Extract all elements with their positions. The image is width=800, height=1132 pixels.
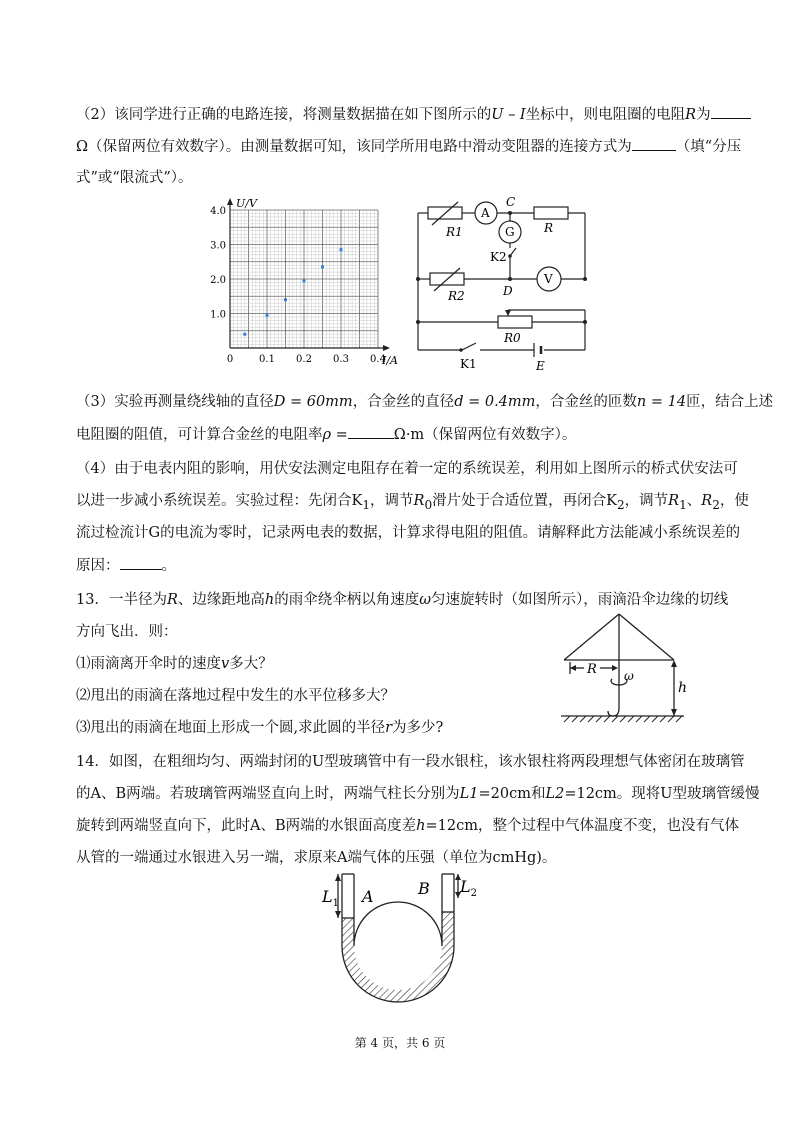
q12-3-line1 xyxy=(76,392,774,412)
q12-4-text: ，调节 xyxy=(370,493,414,509)
q12-3-text: 匝，结合上述 xyxy=(686,394,774,410)
q12-2-line3 xyxy=(76,168,736,188)
r2-symbol: R xyxy=(701,493,713,509)
fig-h-label: h xyxy=(678,680,688,696)
answer-blank[interactable] xyxy=(120,555,162,570)
x-tick-label: 0.1 xyxy=(259,354,275,365)
q13-line1 xyxy=(76,590,736,610)
fig-l1-label: $L_1$ xyxy=(322,887,339,909)
omega-symbol: ω xyxy=(419,592,432,608)
q12-4-text: ，调节 xyxy=(624,493,669,509)
subscript: 1 xyxy=(679,497,687,512)
q12-3-text: 电阻圈的阻值，可计算合金丝的电阻率 xyxy=(76,427,323,443)
q12-3-text: （3）实验再测量绕线轴的直径 xyxy=(76,394,274,410)
d-value: D = 60mm xyxy=(273,394,353,410)
q12-4-text: 、 xyxy=(686,493,702,509)
data-point xyxy=(321,265,324,268)
answer-blank[interactable] xyxy=(632,136,676,151)
data-point xyxy=(340,248,343,251)
ammeter-label: A xyxy=(481,206,490,220)
r2-label: R2 xyxy=(448,289,465,303)
q12-2-line2 xyxy=(76,136,742,157)
q13-text: ⑴雨滴离开伞时的速度 xyxy=(76,656,221,672)
q12-2-text: 式”或“限流式”）。 xyxy=(76,170,193,186)
q14-line4 xyxy=(76,848,736,868)
q12-4-text: 。 xyxy=(161,558,176,574)
subscript: 0 xyxy=(424,497,433,512)
y-tick-label: 4.0 xyxy=(210,206,226,217)
voltmeter-label: V xyxy=(544,272,553,286)
q12-4-line1 xyxy=(76,459,736,479)
y-axis-label: U/V xyxy=(236,197,257,210)
ui-chart xyxy=(200,196,400,376)
q13-text: 匀速旋转时（如图所示），雨滴沿伞边缘的切线 xyxy=(431,592,729,608)
rho-symbol: ρ = xyxy=(322,427,348,443)
q12-4-line4 xyxy=(76,555,736,576)
chart-grid xyxy=(230,210,378,348)
q12-3-text: ，合金丝的匝数 xyxy=(535,394,637,410)
l2-symbol: L2 xyxy=(545,786,565,802)
q12-2-text: 坐标中，则电阻圈的电阻 xyxy=(525,107,686,123)
data-point xyxy=(243,333,246,336)
x-tick-label: 0.3 xyxy=(333,354,349,365)
q12-4-text: 原因： xyxy=(76,558,120,574)
r-symbol: r xyxy=(385,720,393,736)
fig-l2-label: $L_2$ xyxy=(460,877,477,899)
y-tick-label: 2.0 xyxy=(210,275,226,286)
r-symbol: R xyxy=(166,592,178,608)
fig-omega-label: ω xyxy=(624,669,634,683)
q13-text: ⑵甩出的雨滴在落地过程中发生的水平位移多大？ xyxy=(76,688,395,704)
q14-line2 xyxy=(76,784,760,804)
q12-2-text: Ω（保留两位有效数字）。由测量数据可知，该同学所用电路中滑动变阻器的连接方式为 xyxy=(76,139,632,155)
r-resistor xyxy=(534,207,568,219)
n-value: n = 14 xyxy=(636,394,687,410)
h-symbol: h xyxy=(416,818,426,834)
q12-2-text: 为 xyxy=(696,107,711,123)
q12-4-text: ，使 xyxy=(719,493,749,509)
q13-text: 13．一半径为 xyxy=(76,592,167,608)
data-point xyxy=(284,298,287,301)
q12-2-line1 xyxy=(76,104,736,125)
x-tick-label: 0 xyxy=(226,354,234,365)
q14-text: 旋转到两端竖直向下，此时A、B两端的水银面高度差 xyxy=(76,818,417,834)
node-d-label: D xyxy=(503,284,513,298)
q14-text: =20cm和 xyxy=(478,786,546,802)
k1-label: K1 xyxy=(460,357,477,371)
emf-label: E xyxy=(536,359,545,373)
q12-4-text: 滑片处于合适位置，再闭合K xyxy=(432,493,617,509)
y-tick-label: 1.0 xyxy=(210,309,226,321)
q13-text: 方向飞出．则： xyxy=(76,624,178,640)
r0-symbol: R xyxy=(413,493,425,509)
q12-3-text: ，合金丝的直径 xyxy=(352,394,455,410)
galvanometer-label: G xyxy=(505,225,515,239)
ground-hatch xyxy=(564,716,682,722)
y-tick-label: 3.0 xyxy=(210,240,226,252)
q12-4-line3 xyxy=(76,523,741,543)
page-footer: 第 4 页，共 6 页 xyxy=(354,1036,446,1050)
q12-2-text: （填“分压 xyxy=(675,139,742,155)
q14-text: 的A、B两端。若玻璃管两端竖直向上时，两端气柱长分别为 xyxy=(76,786,460,802)
q13-text: ⑶甩出的雨滴在地面上形成一个圆,求此圆的半径 xyxy=(76,720,386,736)
q14-line1 xyxy=(76,752,745,772)
r0-resistor xyxy=(498,316,532,328)
q13-text: 、边缘距地高 xyxy=(177,592,265,608)
data-point xyxy=(303,279,306,282)
fig-a-label: A xyxy=(362,887,374,906)
q12-4-text: （4）由于电表内阻的影响，用伏安法测定电阻存在着一定的系统误差，利用如上图所示的桥式伏安法可 xyxy=(76,461,738,477)
q14-text: =12cm，整个过程中气体温度不变，也没有气体 xyxy=(425,818,739,834)
fig-r-label: R xyxy=(587,662,597,677)
q12-3-line2 xyxy=(76,424,736,445)
q13-text: 多大？ xyxy=(229,656,273,672)
q14-text: 14．如图，在粗细均匀、两端封闭的U型玻璃管中有一段水银柱，该水银柱将两段理想气体密闭在玻璃管 xyxy=(76,754,745,770)
k2-label: K2 xyxy=(490,250,507,264)
umbrella-figure xyxy=(556,612,692,724)
r1-label: R1 xyxy=(446,225,463,239)
q12-4-line2 xyxy=(76,491,749,515)
x-tick-label: 0.4 xyxy=(370,354,386,365)
q12-2-text: （2）该同学进行正确的电路连接，将测量数据描在如下图所示的 xyxy=(76,107,492,123)
answer-blank[interactable] xyxy=(348,424,394,439)
subscript: 2 xyxy=(712,497,720,512)
answer-blank[interactable] xyxy=(711,104,751,119)
ui-symbol: U – I xyxy=(491,107,526,123)
fig-b-label: B xyxy=(418,879,430,898)
q14-text: =12cm。现将U型玻璃管缓慢 xyxy=(564,786,760,802)
r-symbol: R xyxy=(685,107,697,123)
r-label: R xyxy=(544,221,554,235)
q12-4-text: 以进一步减小系统误差。实验过程：先闭合K xyxy=(76,493,363,509)
subscript: 2 xyxy=(616,497,625,512)
r0-label: R0 xyxy=(504,331,521,345)
r1-symbol: R xyxy=(668,493,680,509)
u-tube-figure xyxy=(318,868,478,1016)
v-symbol: v xyxy=(221,656,230,672)
circuit-diagram xyxy=(410,196,595,376)
q12-4-text: 流过检流计G的电流为零时，记录两电表的数据，计算求得电阻的阻值。请解释此方法能减小系统误差的 xyxy=(76,525,741,541)
h-symbol: h xyxy=(264,592,275,608)
x-tick-label: 0.2 xyxy=(296,354,312,365)
q14-text: 从管的一端通过水银进入另一端，求原来A端气体的压强（单位为cmHg)。 xyxy=(76,850,557,866)
q14-line3 xyxy=(76,816,739,836)
chart-axes xyxy=(227,198,390,351)
data-point xyxy=(266,314,269,317)
node-c-label: C xyxy=(506,196,516,209)
subscript: 1 xyxy=(362,497,371,512)
q13-text: 的雨伞绕伞柄以角速度 xyxy=(274,592,420,608)
wire-d-value: d = 0.4mm xyxy=(454,394,536,410)
x-axis-label: I/A xyxy=(382,354,398,367)
q13-text: 为多少? xyxy=(392,720,444,736)
l1-symbol: L1 xyxy=(459,786,479,802)
q12-3-text: Ω·m（保留两位有效数字）。 xyxy=(393,427,577,443)
